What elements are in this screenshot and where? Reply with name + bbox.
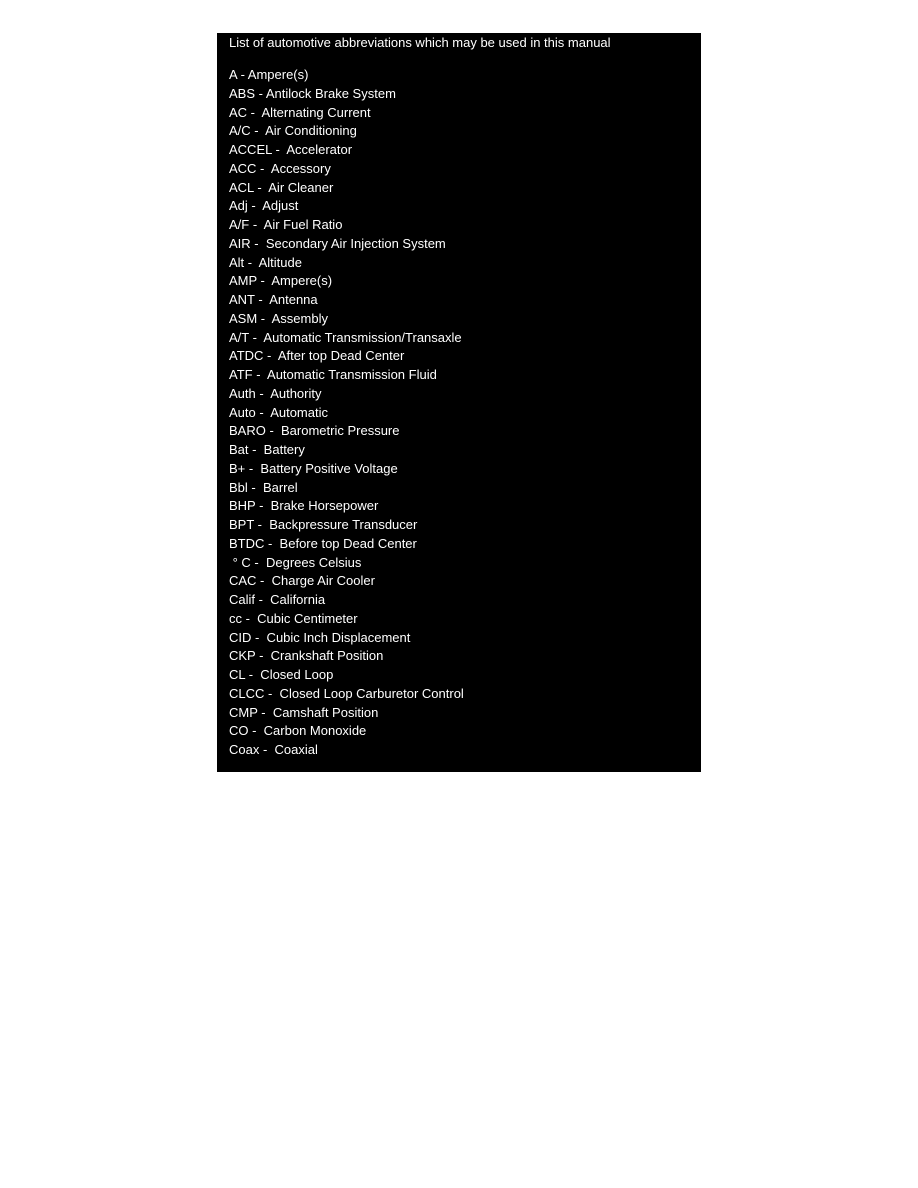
abbreviation-entry: CLCC - Closed Loop Carburetor Control <box>229 685 464 701</box>
abbreviation-entry: CMP - Camshaft Position <box>229 704 379 720</box>
abbreviation-entry: ACC - Accessory <box>229 160 331 176</box>
abbreviation-entry: Auth - Authority <box>229 385 322 401</box>
abbreviation-entry: ATF - Automatic Transmission Fluid <box>229 367 437 382</box>
abbreviation-entry: Calif - California <box>229 592 326 607</box>
abbreviation-entry: Adj - Adjust <box>229 198 299 214</box>
abbreviation-entry: cc - Cubic Centimeter <box>229 610 358 626</box>
abbreviation-entry: B+ - Battery Positive Voltage <box>229 460 398 476</box>
abbreviation-entry: AMP - Ampere(s) <box>229 273 333 289</box>
abbreviation-entry: ° C - Degrees Celsius <box>229 554 362 570</box>
abbreviation-entry: ABS - Antilock Brake System <box>229 85 396 101</box>
abbreviation-entry: A/C - Air Conditioning <box>229 123 357 139</box>
abbreviation-list <box>229 66 464 760</box>
abbreviation-entry: CO - Carbon Monoxide <box>229 723 367 739</box>
abbreviation-entry: CL - Closed Loop <box>229 667 334 682</box>
abbreviation-entry: ANT - Antenna <box>229 292 318 307</box>
abbreviation-entry: ATDC - After top Dead Center <box>229 348 405 364</box>
abbreviations-panel <box>217 33 701 772</box>
abbreviation-entry: A/F - Air Fuel Ratio <box>229 217 343 232</box>
abbreviation-entry: BHP - Brake Horsepower <box>229 498 379 514</box>
abbreviation-entry: CKP - Crankshaft Position <box>229 648 384 664</box>
abbreviation-entry: Coax - Coaxial <box>229 742 318 757</box>
abbreviation-entry: BPT - Backpressure Transducer <box>229 517 418 532</box>
abbreviation-entry: Bat - Battery <box>229 442 305 457</box>
abbreviation-entry: ACCEL - Accelerator <box>229 142 353 157</box>
abbreviation-entry: CAC - Charge Air Cooler <box>229 573 375 589</box>
abbreviation-entry: A/T - Automatic Transmission/Transaxle <box>229 329 462 345</box>
abbreviation-entry: ACL - Air Cleaner <box>229 179 334 195</box>
abbreviation-entry: BARO - Barometric Pressure <box>229 423 400 439</box>
document-heading: List of automotive abbreviations which may be used in this manual <box>229 35 611 50</box>
abbreviation-entry: CID - Cubic Inch Displacement <box>229 629 411 645</box>
abbreviation-entry: Alt - Altitude <box>229 254 302 270</box>
abbreviation-entry: AC - Alternating Current <box>229 104 371 120</box>
abbreviation-entry: Bbl - Barrel <box>229 479 298 495</box>
abbreviation-entry: AIR - Secondary Air Injection System <box>229 235 446 251</box>
abbreviation-entry: Auto - Automatic <box>229 404 328 420</box>
abbreviation-entry: A - Ampere(s) <box>229 67 309 82</box>
abbreviation-entry: BTDC - Before top Dead Center <box>229 535 417 551</box>
abbreviation-entry: ASM - Assembly <box>229 310 328 326</box>
